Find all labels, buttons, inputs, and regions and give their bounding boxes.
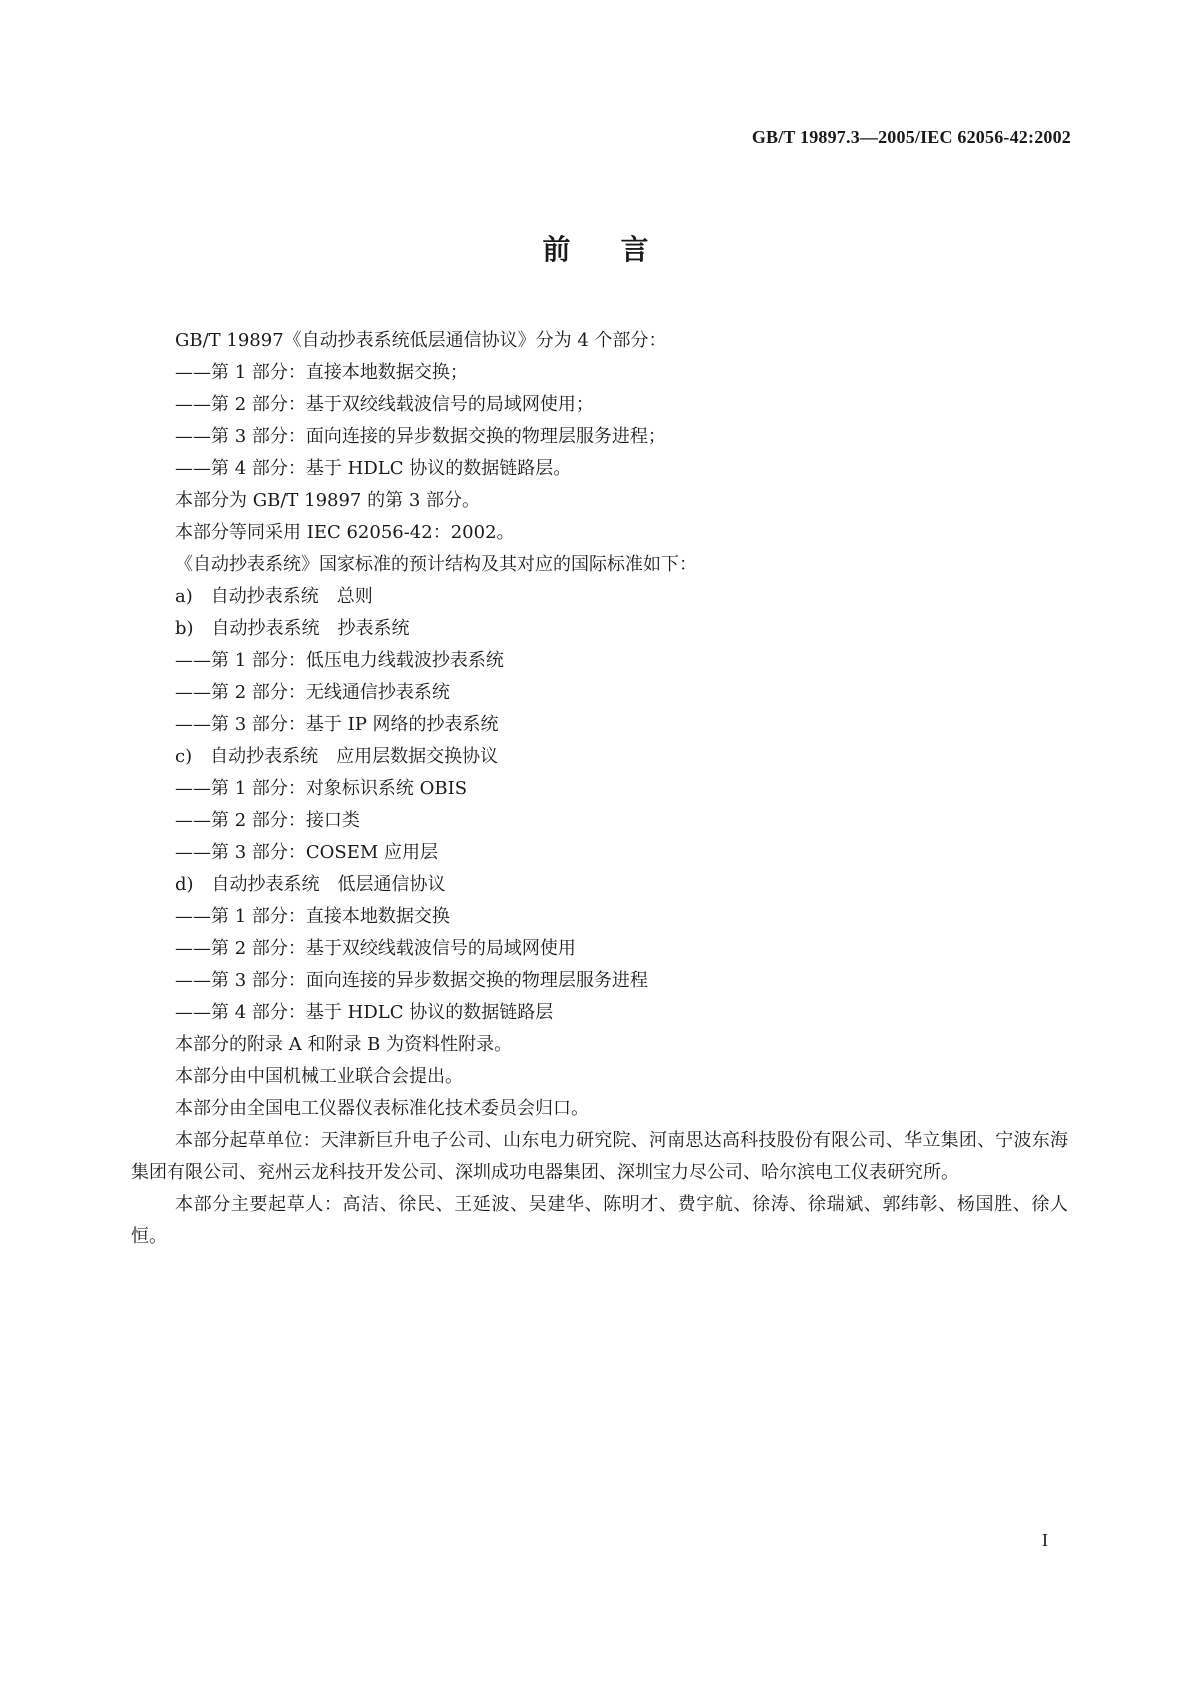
page-title: 前言 [542, 233, 699, 266]
page-number: I [1042, 1530, 1048, 1550]
text-line: 本部分为 GB/T 19897 的第 3 部分。 [175, 490, 480, 511]
text-line: ——第 1 部分：对象标识系统 OBIS [175, 778, 468, 799]
text-line: ——第 3 部分：基于 IP 网络的抄表系统 [175, 714, 499, 735]
text-line: d) 自动抄表系统 低层通信协议 [175, 874, 446, 895]
text-line: ——第 2 部分：基于双绞线载波信号的局域网使用； [175, 394, 594, 415]
text-line: a) 自动抄表系统 总则 [175, 586, 373, 607]
text-line: 本部分的附录 A 和附录 B 为资料性附录。 [175, 1034, 513, 1055]
text-line: 本部分由全国电工仪器仪表标准化技术委员会归口。 [175, 1098, 589, 1119]
text-line: ——第 3 部分：COSEM 应用层 [175, 842, 439, 863]
drafters-paragraph: 本部分主要起草人：高洁、徐民、王延波、吴建华、陈明才、费宇航、徐涛、徐瑞斌、郭纬彰、杨国胜、徐人恒。 [131, 1194, 1068, 1247]
text-line: 本部分等同采用 IEC 62056-42：2002。 [175, 522, 515, 543]
text-line: ——第 4 部分：基于 HDLC 协议的数据链路层。 [175, 458, 572, 479]
text-line: b) 自动抄表系统 抄表系统 [175, 618, 410, 639]
document-code: GB/T 19897.3—2005/IEC 62056-42:2002 [751, 127, 1071, 147]
text-line: ——第 1 部分：直接本地数据交换 [175, 906, 450, 927]
text-line: ——第 2 部分：基于双绞线载波信号的局域网使用 [175, 938, 576, 959]
text-line: 本部分由中国机械工业联合会提出。 [175, 1066, 463, 1087]
document-body [131, 325, 1068, 1253]
text-line: ——第 2 部分：接口类 [175, 810, 360, 831]
text-line: ——第 3 部分：面向连接的异步数据交换的物理层服务进程 [175, 970, 648, 991]
text-line: ——第 4 部分：基于 HDLC 协议的数据链路层 [175, 1002, 554, 1023]
text-line: GB/T 19897《自动抄表系统低层通信协议》分为 4 个部分： [175, 330, 667, 351]
text-line: ——第 1 部分：直接本地数据交换； [175, 362, 468, 383]
text-line: 《自动抄表系统》国家标准的预计结构及其对应的国际标准如下： [175, 554, 697, 575]
drafting-units-paragraph: 本部分起草单位：天津新巨升电子公司、山东电力研究院、河南思达高科技股份有限公司、华立集团、宁波东海集团有限公司、兖州云龙科技开发公司、深圳成功电器集团、深圳宝力尽公司、哈尔滨电工仪表研究所。 [131, 1130, 1068, 1183]
text-line: ——第 2 部分：无线通信抄表系统 [175, 682, 450, 703]
text-line: c) 自动抄表系统 应用层数据交换协议 [175, 746, 499, 767]
text-line: ——第 1 部分：低压电力线载波抄表系统 [175, 650, 504, 671]
text-line: ——第 3 部分：面向连接的异步数据交换的物理层服务进程； [175, 426, 666, 447]
